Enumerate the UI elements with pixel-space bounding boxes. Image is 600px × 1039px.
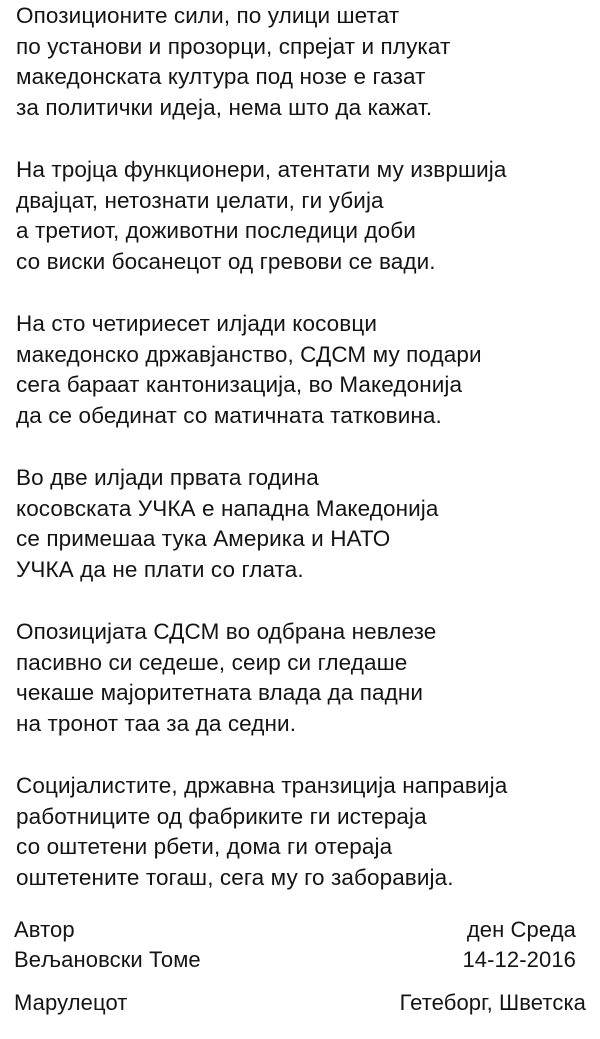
poem-line: На сто четириесет илјади косовци (16, 311, 378, 336)
stanza-6 (16, 771, 584, 893)
poem-line: Опозицијата СДСМ во одбрана невлезе (16, 619, 437, 644)
date: 14-12-2016 (462, 947, 576, 972)
poem-line: на тронот таа за да седни. (16, 710, 297, 736)
poem-line: косовската УЧКА е нападна Македонија (16, 495, 439, 521)
stanza-5 (16, 617, 584, 739)
poem-line: Социјалистите, државна транзиција направија (16, 773, 508, 798)
poem-line: да се обединат со матичната татковина. (16, 402, 442, 428)
poem-line: а третиот, доживотни последици доби (16, 218, 416, 243)
poem-line: УЧКА да не плати со глата. (16, 556, 304, 582)
date-place-block (400, 915, 586, 1018)
poem-line: чекаше мајоритетната влада да падни (16, 680, 424, 705)
poem-line: оштетените тогаш, сега му го заборавија. (16, 864, 454, 890)
poem-line: со виски босанецот од гревови се вади. (16, 248, 436, 274)
stanza-2 (16, 155, 584, 277)
poem-line: македонско државјанство, СДСМ му подари (16, 341, 482, 367)
poem-line: македонската култура под нозе е газат (16, 64, 426, 89)
poem-line: по установи и прозорци, спрејат и плукат (16, 33, 451, 59)
weekday: ден Среда (466, 917, 576, 942)
poem-line: сега бараат кантонизација, во Македонија (16, 372, 463, 397)
author-pseudonym: Марулецот (14, 990, 128, 1015)
poem-line: двајцат, нетознати џелати, ги убија (16, 187, 384, 213)
poem-line: Во две илјади првата година (16, 465, 319, 490)
author-block (14, 915, 201, 1018)
place: Гетеборг, Шветска (399, 990, 586, 1015)
poem-line: работниците од фабриките ги истераја (16, 803, 427, 829)
stanza-3 (16, 309, 584, 431)
poem-line: се примешаа тука Америка и НАТО (16, 526, 391, 551)
author-label: Автор (14, 917, 75, 942)
author-name: Вељановски Томе (14, 947, 201, 972)
poem-line: за политички идеја, нема што да кажат. (16, 94, 433, 120)
stanza-4 (16, 463, 584, 585)
poem-line: со оштетени рбети, дома ги отераја (16, 834, 393, 859)
poem-line: Опозиционите сили, по улици шетат (16, 3, 400, 28)
poem-line: На тројца функционери, атентати му изврши‌ја (16, 157, 507, 182)
stanza-1 (16, 1, 584, 123)
poem-line: пасивно си седеше, сеир си гледаше (16, 649, 408, 675)
